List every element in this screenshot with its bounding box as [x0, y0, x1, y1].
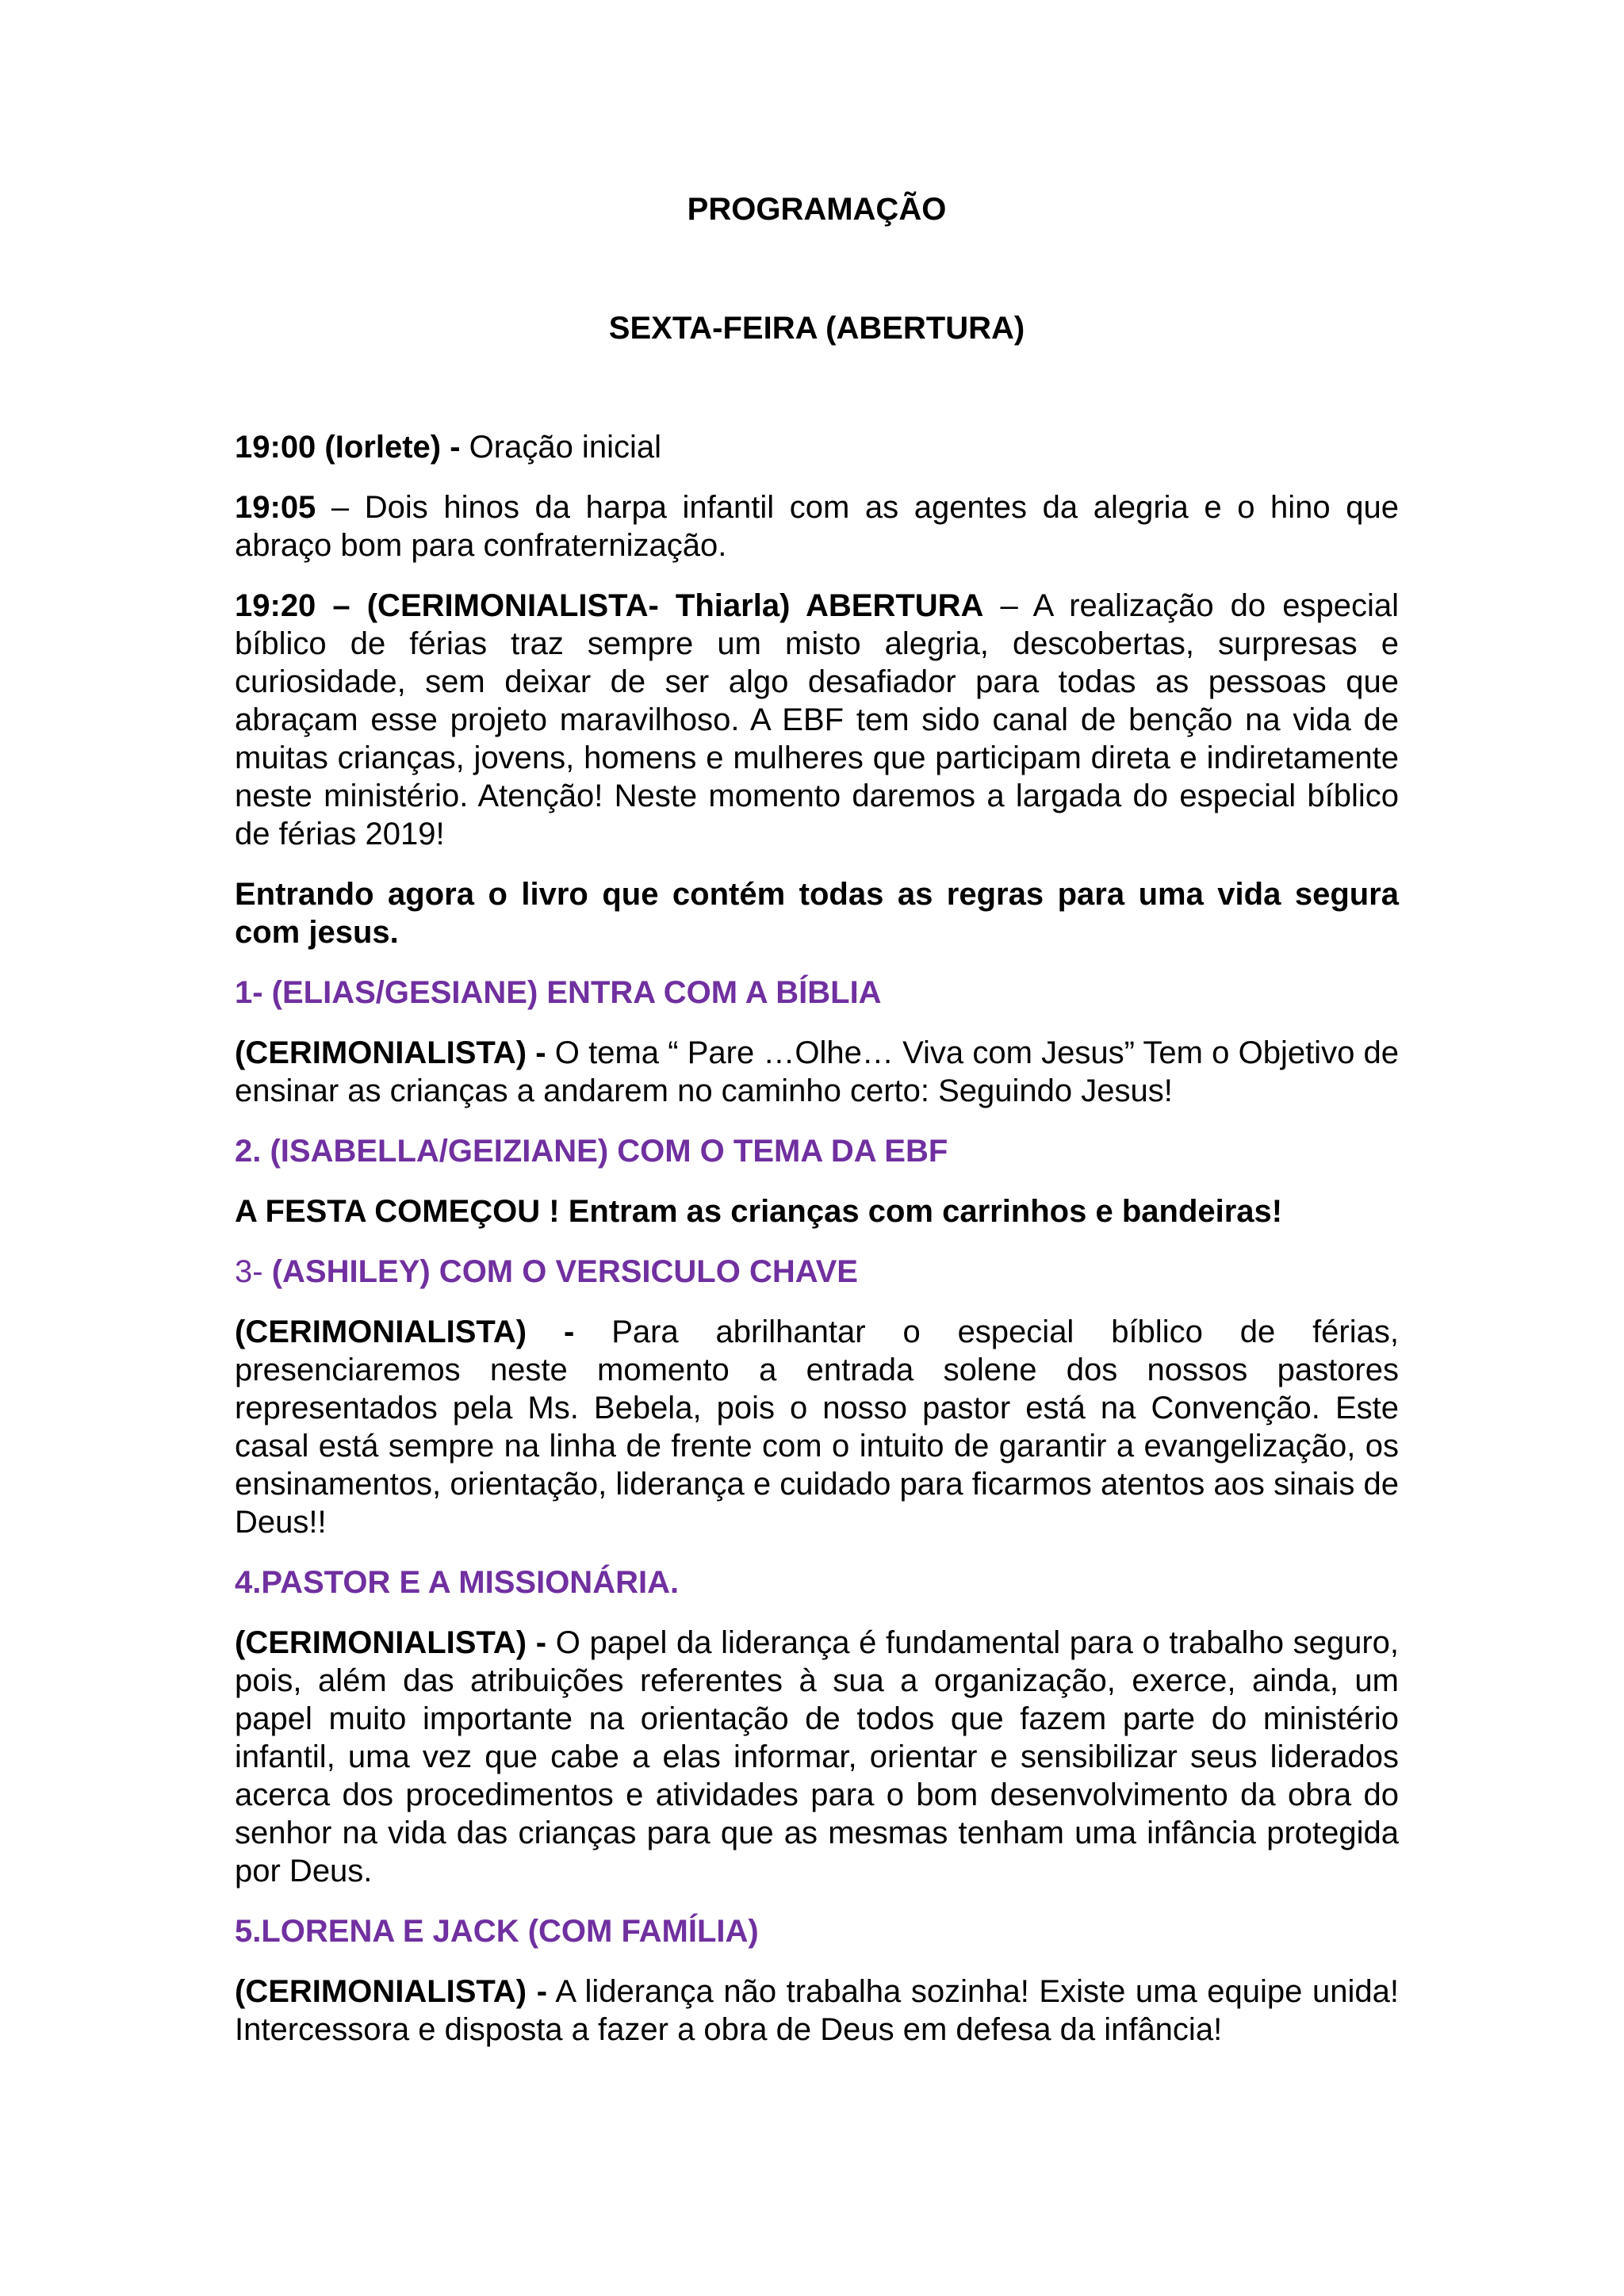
bold-announcement-party: A FESTA COMEÇOU ! Entram as crianças com carrinhos e bandeiras!: [235, 1194, 1283, 1229]
ceremony-lead: (CERIMONIALISTA) -: [235, 1314, 575, 1349]
schedule-item-1920: [235, 587, 1399, 853]
schedule-time: 19:05: [235, 490, 316, 525]
section-number: 3-: [235, 1254, 263, 1289]
page-subtitle: SEXTA-FEIRA (ABERTURA): [608, 311, 1025, 346]
section-heading-2: 2. (ISABELLA/GEIZIANE) COM O TEMA DA EBF: [235, 1134, 948, 1169]
section-heading-4: 4.PASTOR E A MISSIONÁRIA.: [235, 1565, 680, 1600]
schedule-item-1905: [235, 488, 1399, 564]
section-heading-1: 1- (ELIAS/GESIANE) ENTRA COM A BÍBLIA: [235, 975, 882, 1010]
document-body: [235, 190, 1399, 2071]
schedule-lead: 19:20 – (CERIMONIALISTA- Thiarla) ABERTURA: [235, 588, 984, 623]
schedule-item-1900: [235, 428, 1399, 466]
ceremony-lead: (CERIMONIALISTA) -: [235, 1974, 548, 2009]
schedule-text: Oração inicial: [460, 430, 661, 465]
bold-announcement-bible: Entrando agora o livro que contém todas as regras para uma vida segura com jesus.: [235, 877, 1399, 950]
ceremony-lead: (CERIMONIALISTA) -: [235, 1035, 546, 1070]
section-heading-5: 5.LORENA E JACK (COM FAMÍLIA): [235, 1914, 759, 1949]
schedule-text: – A realização do especial bíblico de férias traz sempre um misto alegria, descobertas, surpresas e curiosidade, sem deixar de ser algo desafiador para todas as pessoas que abraçam esse projeto maravilhoso. A EBF tem sido canal de benção na vida de muitas crianças, jovens, homens e mulheres que participam direta e indiretamente neste ministério. Atenção! Neste momento daremos a largada do especial bíblico de férias 2019!: [235, 588, 1400, 851]
section-heading-text: (ASHILEY) COM O VERSICULO CHAVE: [262, 1254, 858, 1289]
ceremony-lead: (CERIMONIALISTA) -: [235, 1625, 547, 1660]
page-title: PROGRAMAÇÃO: [687, 192, 947, 227]
ceremony-text: A liderança não trabalha sozinha! Existe uma equipe unida! Intercessora e disposta a fazer a obra de Deus em defesa da infância!: [235, 1974, 1399, 2047]
ceremony-text: O papel da liderança é fundamental para o trabalho seguro, pois, além das atribuições referentes à sua a organização, exerce, ainda, um papel muito importante na orientação de todos que fazem parte do ministério infantil, uma vez que cabe a elas informar, orientar e sensibilizar seus liderados acerca dos procedimentos e atividades para o bom desenvolvimento da obra do senhor na vida das crianças para que as mesmas tenham uma infância protegida por Deus.: [235, 1625, 1399, 1888]
ceremony-paragraph-theme: [235, 1034, 1399, 1110]
ceremony-text: O tema “ Pare …Olhe… Viva com Jesus” Tem o Objetivo de ensinar as crianças a andarem no caminho certo: Seguindo Jesus!: [235, 1035, 1399, 1108]
ceremony-paragraph-leadership: [235, 1624, 1399, 1890]
section-heading-3: [235, 1253, 1399, 1291]
ceremony-text: Para abrilhantar o especial bíblico de férias, presenciaremos neste momento a entrada solene dos nossos pastores representados pela Ms. Bebela, pois o nosso pastor está na Convenção. Este casal está sempre na linha de frente com o intuito de garantir a evangelização, os ensinamentos, orientação, liderança e cuidado para ficarmos atentos aos sinais de Deus!!: [235, 1314, 1399, 1540]
ceremony-paragraph-pastors: [235, 1313, 1399, 1541]
ceremony-paragraph-team: [235, 1973, 1399, 2049]
schedule-time: 19:00 (Iorlete) -: [235, 430, 461, 465]
schedule-text: – Dois hinos da harpa infantil com as agentes da alegria e o hino que abraço bom para confraternização.: [235, 490, 1399, 563]
